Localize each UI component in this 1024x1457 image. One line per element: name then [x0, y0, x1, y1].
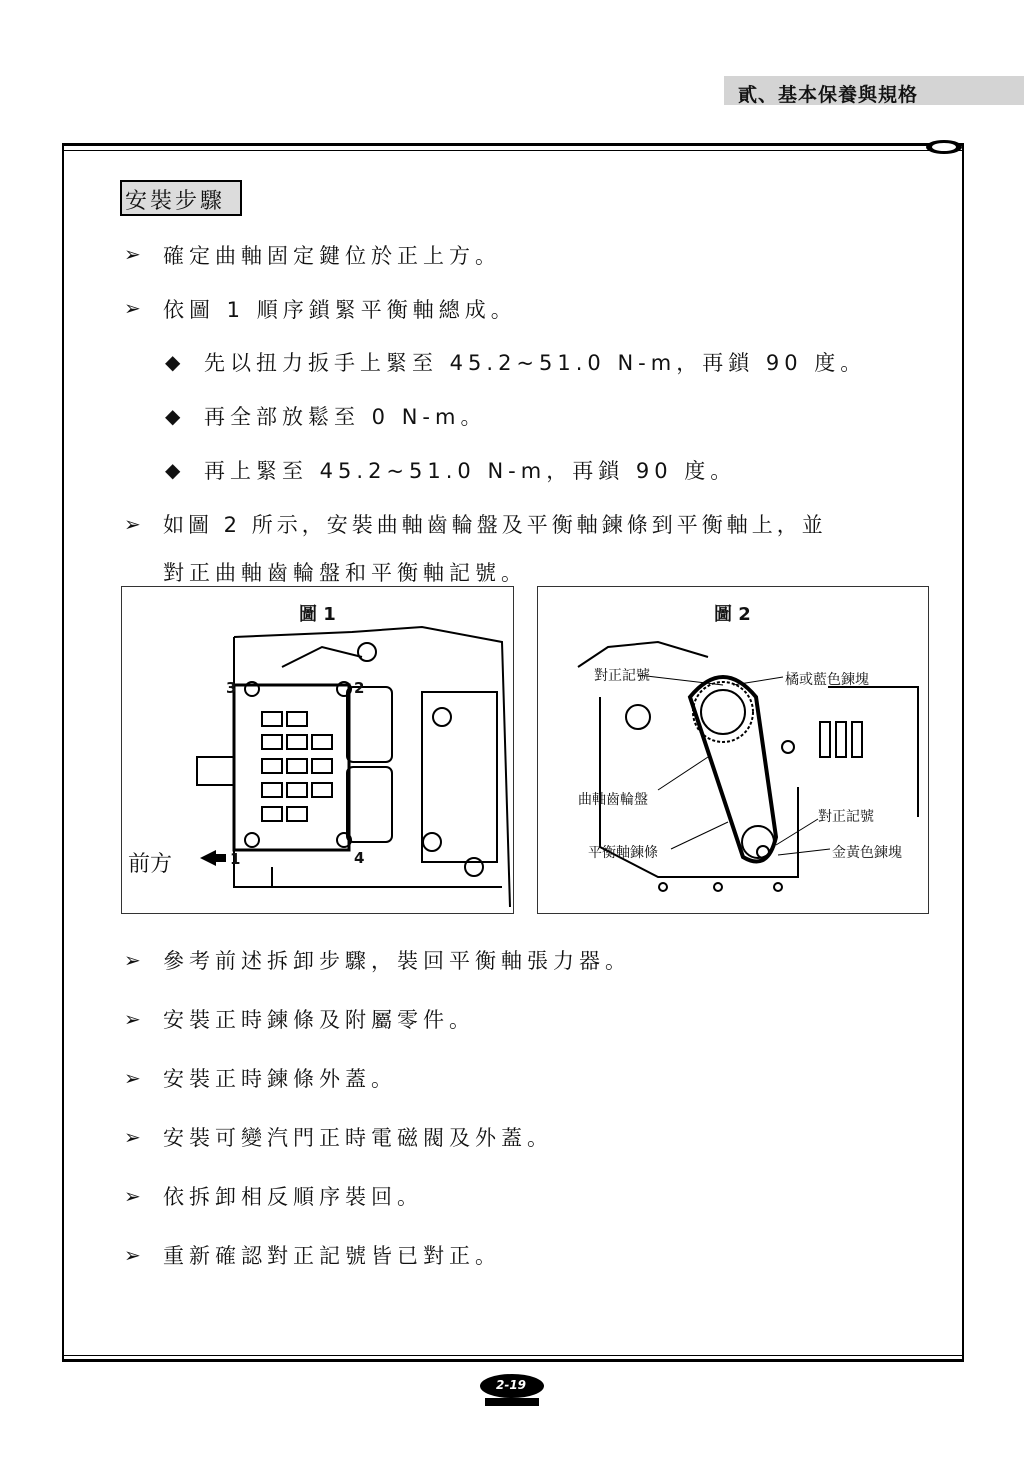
bottom-rule	[62, 1359, 964, 1362]
arrow-bullet-icon: ➢	[124, 1066, 141, 1090]
step-5: 安裝正時鍊條及附屬零件。	[163, 1008, 475, 1032]
top-rule-thin	[62, 150, 964, 151]
substep-1: 先以扭力扳手上緊至 45.2~51.0 N-m，再鎖 90 度。	[204, 351, 867, 375]
label-gold-link: 金黃色鍊塊	[832, 845, 902, 861]
substep-3: 再上緊至 45.2~51.0 N-m，再鎖 90 度。	[204, 459, 737, 483]
chapter-title: 貳、基本保養與規格	[738, 84, 919, 106]
figure-1-title: 圖 1	[299, 604, 336, 625]
diamond-bullet-icon: ◆	[165, 404, 181, 428]
step-3-line2: 對正曲軸齒輪盤和平衡軸記號。	[163, 561, 527, 585]
balance-shaft-diagram	[122, 587, 513, 913]
diamond-bullet-icon: ◆	[165, 458, 181, 482]
chapter-tab	[724, 76, 1024, 105]
label-mark-top: 對正記號	[594, 668, 650, 684]
balance-chain-diagram	[538, 587, 928, 913]
step-3-line1: 如圖 2 所示，安裝曲軸齒輪盤及平衡軸鍊條到平衡軸上，並	[163, 513, 827, 537]
section-title-box	[120, 180, 242, 216]
step-1: 確定曲軸固定鍵位於正上方。	[163, 244, 501, 268]
bolt-number-2: 2	[354, 679, 365, 697]
top-rule	[62, 143, 964, 146]
arrow-bullet-icon: ➢	[124, 1125, 141, 1149]
figure-2	[537, 586, 929, 914]
arrow-bullet-icon: ➢	[124, 1184, 141, 1208]
substep-2: 再全部放鬆至 0 N-m。	[204, 405, 487, 429]
label-mark-bottom: 對正記號	[818, 809, 874, 825]
label-crank-sprocket: 曲軸齒輪盤	[578, 792, 648, 808]
section-title: 安裝步驟	[125, 189, 226, 214]
bottom-rule-thin	[62, 1355, 964, 1356]
step-7: 安裝可變汽門正時電磁閥及外蓋。	[163, 1126, 553, 1150]
arrow-bullet-icon: ➢	[124, 296, 141, 320]
arrow-bullet-icon: ➢	[124, 948, 141, 972]
bolt-number-1: 1	[230, 850, 241, 868]
diamond-bullet-icon: ◆	[165, 350, 181, 374]
page-number: 2-19	[496, 1378, 527, 1392]
step-6: 安裝正時鍊條外蓋。	[163, 1067, 397, 1091]
label-orange-blue-link: 橘或藍色鍊塊	[785, 672, 869, 688]
bolt-number-3: 3	[226, 679, 237, 697]
arrow-bullet-icon: ➢	[124, 1007, 141, 1031]
arrow-bullet-icon: ➢	[124, 512, 141, 536]
step-4: 參考前述拆卸步驟，裝回平衡軸張力器。	[163, 949, 631, 973]
figure-1	[121, 586, 514, 914]
step-8: 依拆卸相反順序裝回。	[163, 1185, 423, 1209]
step-2: 依圖 1 順序鎖緊平衡軸總成。	[163, 298, 517, 322]
figure-2-title: 圖 2	[714, 604, 751, 625]
front-label: 前方	[128, 852, 173, 877]
label-balance-chain: 平衡軸鍊條	[588, 845, 658, 861]
step-9: 重新確認對正記號皆已對正。	[163, 1244, 501, 1268]
arrow-bullet-icon: ➢	[124, 242, 141, 266]
arrow-bullet-icon: ➢	[124, 1243, 141, 1267]
bolt-number-4: 4	[354, 849, 365, 867]
brand-logo-icon	[924, 138, 964, 156]
